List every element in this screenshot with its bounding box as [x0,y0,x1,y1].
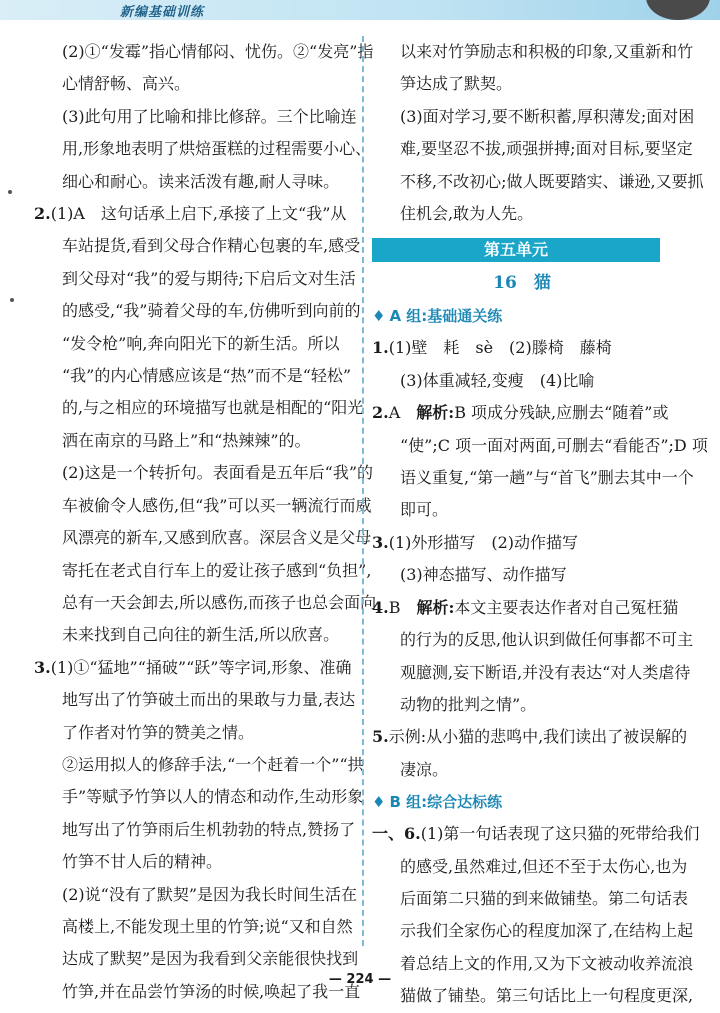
analysis-label: 解析: [416,597,455,617]
answer-text: “使”;C 项一面对两面,可删去“看能否”;D 项 [400,435,708,455]
group-heading [372,300,672,332]
answer-line [34,425,354,457]
corner-decoration [646,0,710,20]
answer-text: 本文主要表达作者对自己冤枉猫 [454,597,679,617]
answer-text: 的感受,“我”骑着父母的车,仿佛听到向前的 [62,301,361,321]
answer-line [372,430,708,462]
answer-line [34,911,354,943]
answer-line [34,879,358,911]
answer-line [372,397,672,429]
answer-line [34,490,372,522]
answer-line [34,684,354,716]
answer-text: 动物的批判之情”。 [400,694,537,714]
answer-text: (2)①“发霉”指心情郁闷、忧伤。②“发亮”指 [62,42,374,61]
answer-line [372,462,694,494]
answer-line [34,230,361,262]
answer-text: (1)①“猛地”“捅破”“跃”等字词,形象、准确 [50,657,352,677]
answer-text: (1)壁 耗 sè (2)滕椅 藤椅 [388,338,612,358]
answer-line [34,814,354,846]
answer-text: 猫做了铺垫。第三句话比上一句程度更深, [400,986,694,1006]
answer-line [372,754,672,786]
question-number: 2. [372,403,389,423]
answer-line [372,883,689,915]
answer-line [34,587,377,619]
answer-line [34,749,364,781]
answer-text: 笋达成了默契。 [400,74,513,94]
answer-line [34,943,359,975]
answer-line [34,295,361,327]
analysis-label: 解析: [416,403,455,423]
answer-text: 洒在南京的马路上”和“热辣辣”的。 [62,430,311,450]
answer-text: (3)体重减轻,变瘦 (4)比喻 [400,370,595,390]
page-header [0,0,720,20]
diamond-icon: ♦ [372,307,386,326]
answer-text: 以来对竹笋励志和积极的印象,又重新和竹 [400,42,694,61]
answer-text: 手”等赋予竹笋以人的情态和动作,生动形象 [62,787,364,807]
question-number: 2. [34,204,51,224]
answer-text: (3)面对学习,要不断积蓄,厚积薄发;面对困 [400,106,695,126]
answer-line [372,365,672,397]
answer-text: 的,与之相应的环境描写也就是相配的“阳光 [62,398,364,418]
answer-line [372,689,672,721]
answer-line [372,68,672,100]
answer-line [34,263,354,295]
answer-text: 着总结上文的作用,又为下文被动收养流浪 [400,953,694,973]
answer-text: (1)外形描写 (2)动作描写 [388,532,579,552]
answer-text: 示我们全家伤心的程度加深了,在结构上起 [400,921,694,941]
margin-dot [10,298,14,302]
unit-heading: 第五单元 [372,238,660,262]
answer-text: 风漂亮的新车,又感到欣喜。深层含义是父母 [62,528,372,548]
answer-text: (3)神态描写、动作描写 [400,565,567,585]
answer-line [34,522,372,554]
answer-line [372,657,691,689]
answer-text: 细心和耐心。读来活泼有趣,耐人寻味。 [62,171,340,191]
group-heading-text: B 组:综合达标练 [389,793,503,812]
answer-text: (2)这是一个转折句。表面看是五年后“我”的 [62,463,374,483]
header-title: 新编基础训练 [120,5,205,20]
answer-line [34,392,364,424]
answer-line [372,101,695,133]
answer-text: 后面第二只猫的到来做铺垫。第二句话表 [400,888,689,908]
answer-text: 地写出了竹笋破土而出的果敢与力量,表达 [62,690,356,710]
question-number: 4. [372,597,389,617]
answer-text: B [388,597,417,617]
answer-text: (3)此句用了比喻和排比修辞。三个比喻连 [62,106,357,126]
answer-text: 寄托在老式自行车上的爱让孩子感到“负担”, [62,560,372,580]
answer-text: “发令枪”响,奔向阳光下的新生活。所以 [62,333,340,353]
answer-line [372,527,672,559]
answer-text: ②运用拟人的修辞手法,“一个赶着一个”“拱 [62,754,364,774]
group-heading [372,786,672,818]
answer-text: (1)第一句话表现了这只猫的死带给我们 [420,824,700,844]
answer-line [34,781,364,813]
answer-line [372,592,679,624]
answer-line [372,851,688,883]
answer-text: (1)A 这句话承上启下,承接了上文“我”从 [50,204,347,224]
answer-line [34,457,374,489]
answer-line [372,332,672,364]
answer-text: 高楼上,不能发现土里的竹笋;说“又和自然 [62,916,353,936]
answer-text: 住机会,敢为人先。 [400,204,534,224]
question-number: 1. [372,338,389,358]
answer-line [34,619,354,651]
answer-text: 了作者对竹笋的赞美之情。 [62,722,255,742]
answer-line [34,846,354,878]
lesson-title: 16 猫 [493,273,551,294]
answer-text: 用,形象地表明了烘焙蛋糕的过程需要小心、 [62,139,372,159]
answer-line [34,360,354,392]
answer-line [34,133,372,165]
answer-line [372,818,700,850]
answer-text: A [388,403,417,423]
answer-text: (2)说“没有了默契”是因为我长时间生活在 [62,884,358,904]
answer-text: 心情舒畅、高兴。 [62,74,191,94]
margin-dot [8,190,12,194]
page-number: — 224 — [328,972,392,987]
diamond-icon: ♦ [372,793,386,812]
answer-line [34,652,354,684]
answer-text: “我”的内心情感应该是“热”而不是“轻松” [62,366,352,386]
answer-line [372,198,672,230]
answer-text: 凄凉。 [400,759,449,779]
answer-line [34,198,354,230]
question-number: 一、6. [372,824,421,844]
right-column [372,36,708,1013]
answer-line [34,328,354,360]
answer-text: 的感受,虽然难过,但还不至于太伤心,也为 [400,856,688,876]
group-heading-text: A 组:基础通关练 [389,307,503,326]
answer-text: 未来找到自己向往的新生活,所以欣喜。 [62,625,340,645]
answer-line [372,721,688,753]
answer-line [372,36,694,68]
answer-line [372,133,693,165]
answer-line [34,101,357,133]
answer-text: 车站提货,看到父母合作精心包裹的车,感受 [62,236,361,256]
column-divider [362,36,364,946]
answer-text: 到父母对“我”的爱与期待;下启后文对生活 [62,268,356,288]
question-number: 5. [372,727,389,747]
answer-text: 的行为的反思,他认识到做任何事都不可主 [400,630,694,650]
question-number: 3. [372,532,389,552]
answer-line [34,36,374,68]
answer-text: 竹笋不甘人后的精神。 [62,852,223,872]
answer-line [372,494,672,526]
answer-line [34,68,354,100]
answer-text: 达成了默契”是因为我看到父亲能很快找到 [62,949,359,969]
answer-text: 示例:从小猫的悲鸣中,我们读出了被误解的 [388,727,688,747]
answer-text: 地写出了竹笋雨后生机勃勃的特点,赞扬了 [62,819,356,839]
answer-text: 观臆测,妄下断语,并没有表达“对人类虐待 [400,662,691,682]
answer-text: 难,要坚忍不拔,顽强拼搏;面对目标,要坚定 [400,139,693,159]
answer-text: 车被偷令人感伤,但“我”可以买一辆流行而威 [62,495,372,515]
answer-line [34,555,372,587]
answer-text: 总有一天会卸去,所以感伤,而孩子也总会面向 [62,592,377,612]
answer-text: 即可。 [400,500,449,520]
answer-line [372,624,694,656]
answer-line [372,915,694,947]
answer-line [372,166,704,198]
answer-text: 竹笋,并在品尝竹笋汤的时候,唤起了我一直 [62,981,361,1001]
answer-text: 不移,不改初心;做人既要踏实、谦逊,又要抓 [400,171,704,191]
answer-line [34,166,354,198]
answer-text: 语义重复,“第一趟”与“首飞”删去其中一个 [400,468,694,488]
answer-line [34,717,354,749]
answer-text: B 项成分残缺,应删去“随着”或 [454,403,669,423]
question-number: 3. [34,657,51,677]
answer-line [372,559,672,591]
